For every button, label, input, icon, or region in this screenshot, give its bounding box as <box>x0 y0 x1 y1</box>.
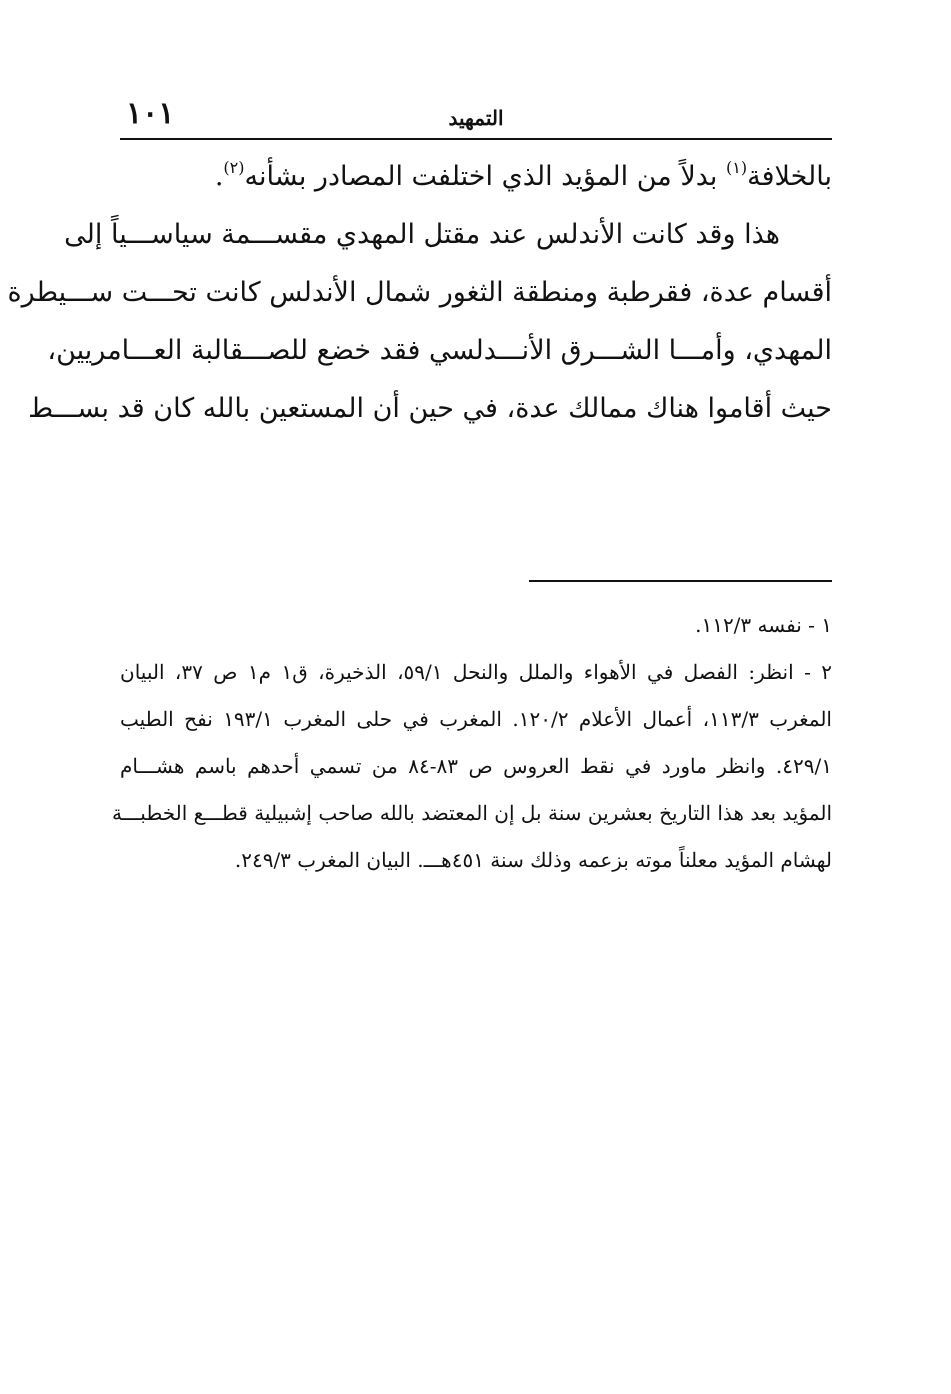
page-number: ١٠١ <box>126 96 175 131</box>
body-line-1-text: بالخلافة <box>747 161 832 192</box>
footnote-2-line-5: لهشام المؤيد معلناً موته بزعمه وذلك سنة ٤٥١هـــ. البيان المغرب ٢٤٩/٣. <box>234 848 832 872</box>
footnote-2-line-4: المؤيد بعد هذا التاريخ بعشرين سنة بل إن المعتضد بالله صاحب إشبيلية قطـــع الخطبـــة <box>111 801 832 825</box>
footnotes <box>111 602 833 884</box>
header-rule <box>120 138 832 140</box>
footnote-2-line-3: ٤٢٩/١. وانظر ماورد في نقط العروس ص ٨٣-٨٤ من تسمي أحدهم باسم هشـــام <box>120 754 832 778</box>
body-line-4: المهدي، وأمـــا الشـــرق الأنـــدلسي فقد خضع للصـــقالبة العـــامريين، <box>47 335 832 366</box>
body-line-1 <box>120 148 832 206</box>
footnote-2-line-1: ٢ - انظر: الفصل في الأهواء والملل والنحل ٥٩/١، الذخيرة، ق١ م١ ص ٣٧، البيان <box>120 660 833 684</box>
body-line-2: هذا وقد كانت الأندلس عند مقتل المهدي مقســـمة سياســـياً إلى <box>64 219 780 250</box>
body-text <box>7 148 832 438</box>
body-line-3: أقسام عدة، فقرطبة ومنطقة الثغور شمال الأندلس كانت تحـــت ســـيطرة <box>7 277 832 308</box>
footnote-2-line-2: المغرب ١١٣/٣، أعمال الأعلام ١٢٠/٢. المغرب في حلى المغرب ١٩٣/١ نفح الطيب <box>120 707 832 731</box>
body-line-1-end: . <box>214 161 224 192</box>
page-header <box>120 92 832 140</box>
footnote-separator <box>529 580 832 582</box>
running-head: التمهيد <box>448 106 504 130</box>
footnote-ref-1: (١) <box>726 158 748 177</box>
body-line-1-text-2: بدلاً من المؤيد الذي اختلفت المصادر بشأنه <box>244 161 727 192</box>
footnote-1: ١ - نفسه ١١٢/٣. <box>695 613 832 637</box>
footnote-ref-2: (٢) <box>223 158 245 177</box>
body-line-5: حيث أقاموا هناك ممالك عدة، في حين أن المستعين بالله كان قد بســـط <box>28 393 832 424</box>
